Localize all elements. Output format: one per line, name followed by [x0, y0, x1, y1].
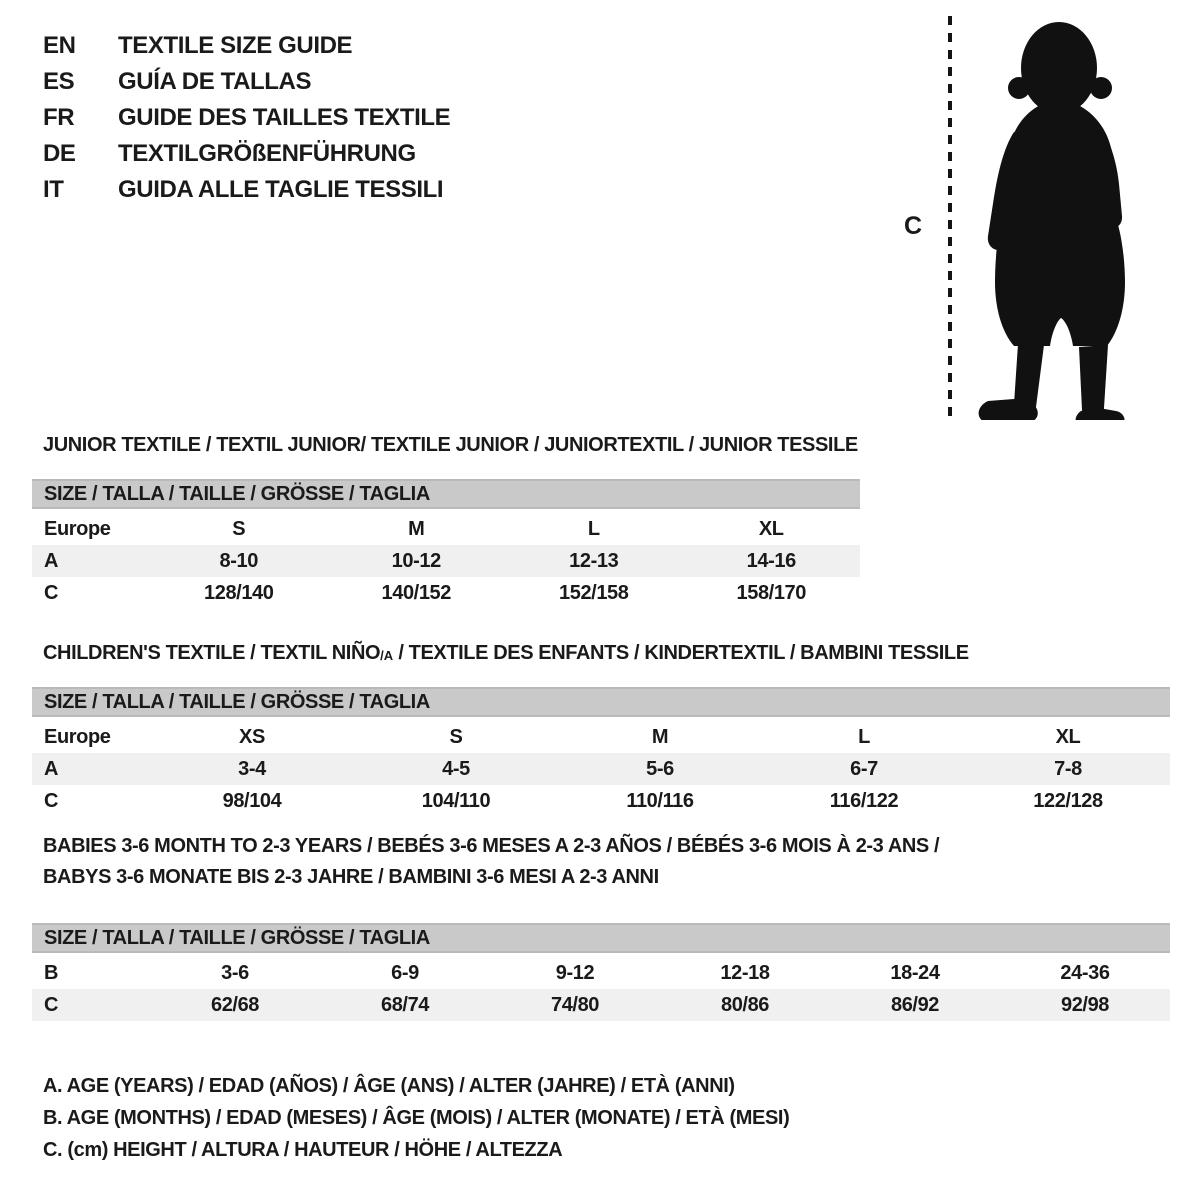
cell: S — [232, 517, 246, 540]
cell: M — [408, 517, 425, 540]
row-label: C — [44, 581, 59, 604]
lang-row-es — [43, 64, 450, 100]
cell: 18-24 — [890, 961, 940, 984]
toddler-silhouette-icon — [962, 14, 1162, 420]
cell: 12-18 — [720, 961, 770, 984]
lang-row-de — [43, 136, 450, 172]
cell: XL — [1055, 725, 1081, 748]
table-row-height — [32, 785, 1170, 817]
table-row-age — [32, 753, 1170, 785]
table-row-height — [32, 577, 860, 609]
cell: 152/158 — [559, 581, 629, 604]
height-measure-figure — [890, 0, 1200, 430]
row-label: Europe — [44, 517, 111, 540]
cell: 5-6 — [646, 757, 674, 780]
children-section-title — [43, 642, 969, 665]
lang-title: GUIDA ALLE TAGLIE TESSILI — [118, 176, 444, 203]
babies-size-table — [32, 923, 1170, 1021]
cell: 68/74 — [380, 993, 430, 1016]
children-title-rest: / TEXTILE DES ENFANTS / KINDERTEXTIL / BAMBINI TESSILE — [393, 642, 969, 664]
language-title-list — [43, 28, 450, 208]
cell: 80/86 — [720, 993, 770, 1016]
cell: 8-10 — [219, 549, 258, 572]
cell: 12-13 — [569, 549, 619, 572]
height-dashed-line-icon — [948, 16, 952, 418]
cell: 74/80 — [550, 993, 600, 1016]
row-label: C — [44, 789, 59, 812]
lang-code: DE — [43, 140, 76, 167]
junior-size-table — [32, 479, 860, 609]
cell: 116/122 — [829, 789, 899, 812]
lang-code: FR — [43, 104, 75, 131]
cell: 6-7 — [850, 757, 878, 780]
junior-section-title: JUNIOR TEXTILE / TEXTIL JUNIOR/ TEXTILE JUNIOR / JUNIORTEXTIL / JUNIOR TESSILE — [43, 434, 858, 456]
lang-code: IT — [43, 176, 64, 203]
row-label: A — [44, 757, 59, 780]
row-label: A — [44, 549, 59, 572]
cell: 3-6 — [221, 961, 249, 984]
legend-line-b: B. AGE (MONTHS) / EDAD (MESES) / ÂGE (MOIS) / ALTER (MONATE) / ETÀ (MESI) — [43, 1107, 790, 1129]
row-label: Europe — [44, 725, 111, 748]
children-title-main: CHILDREN'S TEXTILE / TEXTIL NIÑO — [43, 642, 381, 664]
cell: XS — [239, 725, 265, 748]
cell: 98/104 — [222, 789, 282, 812]
cell: 24-36 — [1060, 961, 1110, 984]
lang-row-it — [43, 172, 450, 208]
lang-code: ES — [43, 68, 75, 95]
lang-title: GUIDE DES TAILLES TEXTILE — [118, 104, 451, 131]
table-row-europe — [32, 513, 860, 545]
lang-code: EN — [43, 32, 76, 59]
cell: 104/110 — [421, 789, 491, 812]
size-band-header: SIZE / TALLA / TAILLE / GRÖSSE / TAGLIA — [32, 687, 1170, 717]
legend-line-c: C. (cm) HEIGHT / ALTURA / HAUTEUR / HÖHE / ALTEZZA — [43, 1139, 563, 1161]
lang-title: GUÍA DE TALLAS — [118, 68, 312, 95]
cell: M — [651, 725, 669, 748]
babies-section-title — [43, 831, 939, 893]
cell: 92/98 — [1060, 993, 1110, 1016]
cell: L — [858, 725, 870, 748]
children-size-table — [32, 687, 1170, 817]
table-row-height — [32, 989, 1170, 1021]
row-label: B — [44, 961, 59, 984]
cell: 7-8 — [1054, 757, 1082, 780]
row-label: C — [44, 993, 59, 1016]
lang-title: TEXTILE SIZE GUIDE — [118, 32, 353, 59]
cell: XL — [758, 517, 784, 540]
cell: 10-12 — [391, 549, 441, 572]
cell: 86/92 — [890, 993, 940, 1016]
cell: 140/152 — [381, 581, 451, 604]
table-row-age — [32, 545, 860, 577]
cell: 128/140 — [204, 581, 274, 604]
table-row-europe — [32, 721, 1170, 753]
cell: 158/170 — [736, 581, 806, 604]
cell: 62/68 — [210, 993, 260, 1016]
babies-title-line2: BABYS 3-6 MONATE BIS 2-3 JAHRE / BAMBINI 3-6 MESI A 2-3 ANNI — [43, 866, 659, 888]
measure-legend — [43, 1070, 789, 1166]
children-title-sub: /A — [380, 648, 394, 663]
size-band-header: SIZE / TALLA / TAILLE / GRÖSSE / TAGLIA — [32, 479, 860, 509]
cell: 3-4 — [238, 757, 266, 780]
lang-title: TEXTILGRÖßENFÜHRUNG — [118, 140, 416, 167]
cell: 14-16 — [746, 549, 796, 572]
lang-row-fr — [43, 100, 450, 136]
cell: 110/116 — [626, 789, 694, 812]
legend-line-a: A. AGE (YEARS) / EDAD (AÑOS) / ÂGE (ANS) / ALTER (JAHRE) / ETÀ (ANNI) — [43, 1075, 735, 1097]
cell: 4-5 — [442, 757, 470, 780]
size-band-header: SIZE / TALLA / TAILLE / GRÖSSE / TAGLIA — [32, 923, 1170, 953]
cell: 122/128 — [1033, 789, 1103, 812]
lang-row-en — [43, 28, 450, 64]
cell: 6-9 — [391, 961, 419, 984]
table-row-months — [32, 957, 1170, 989]
babies-title-line1: BABIES 3-6 MONTH TO 2-3 YEARS / BEBÉS 3-6 MESES A 2-3 AÑOS / BÉBÉS 3-6 MOIS À 2-3 ANS / — [43, 835, 940, 857]
measure-label-c: C — [904, 212, 922, 240]
cell: L — [587, 517, 600, 540]
cell: 9-12 — [555, 961, 595, 984]
cell: S — [449, 725, 463, 748]
